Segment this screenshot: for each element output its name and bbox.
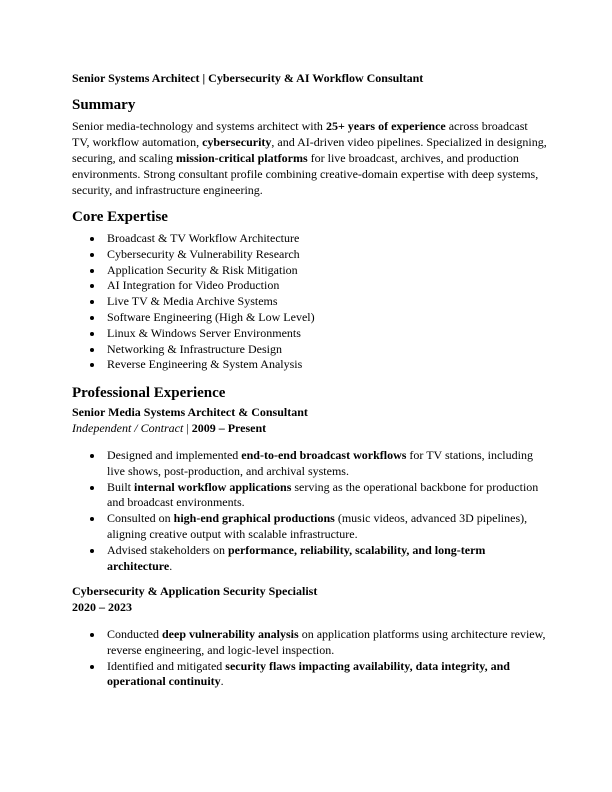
text-segment: for TV stations, including live shows, post-production, and archival systems. xyxy=(107,448,533,478)
expertise-item: Application Security & Risk Mitigation xyxy=(72,263,547,279)
summary-paragraph xyxy=(72,119,547,199)
text-segment: on application platforms using architecture review, reverse engineering, and logic-level inspection. xyxy=(107,627,546,657)
job-title: Senior Media Systems Architect & Consultant xyxy=(72,405,308,419)
text-segment: Conducted xyxy=(107,627,162,641)
job-dates: 2009 – Present xyxy=(191,421,267,435)
text-segment: across broadcast TV, workflow automation, xyxy=(72,119,528,149)
expertise-item: Broadcast & TV Workflow Architecture xyxy=(72,231,547,247)
text-segment: Advised stakeholders on xyxy=(107,542,228,557)
job-bullet xyxy=(72,543,547,575)
expertise-item: Reverse Engineering & System Analysis xyxy=(72,357,547,373)
expertise-item: Live TV & Media Archive Systems xyxy=(72,294,547,310)
text-segment: Consulted on xyxy=(107,511,174,526)
bold-text: security flaws impacting availability, data integrity, and operational continuity xyxy=(107,658,510,689)
bold-text: 25+ years of experience xyxy=(325,119,446,133)
bold-text: mission-critical platforms xyxy=(175,150,308,165)
expertise-item: Networking & Infrastructure Design xyxy=(72,342,547,358)
text-segment: Senior media-technology and systems architect with xyxy=(72,119,326,133)
bold-text: high-end graphical productions xyxy=(173,511,335,526)
bold-text: deep vulnerability analysis xyxy=(162,627,299,641)
job-meta xyxy=(72,421,547,437)
job-bullet xyxy=(72,511,547,543)
bold-text: internal workflow applications xyxy=(134,479,292,494)
job-bullet xyxy=(72,659,547,691)
text-segment: . xyxy=(220,674,224,689)
job-bullet xyxy=(72,448,547,480)
text-segment: (music videos, advanced 3D pipelines), aligning creative output with scalable infrastructure. xyxy=(107,511,528,541)
expertise-item: AI Integration for Video Production xyxy=(72,278,547,294)
text-segment: serving as the operational backbone for production and broadcast environments. xyxy=(107,479,539,510)
summary-heading: Summary xyxy=(72,97,136,113)
job-bullets xyxy=(72,627,547,690)
bold-text: cybersecurity xyxy=(202,134,272,149)
expertise-item: Software Engineering (High & Low Level) xyxy=(72,310,547,326)
experience-heading: Professional Experience xyxy=(72,385,226,401)
job-bullet xyxy=(72,627,547,659)
expertise-item: Cybersecurity & Vulnerability Research xyxy=(72,247,547,263)
expertise-list xyxy=(72,231,547,373)
job-bullets xyxy=(72,448,547,574)
job-org: Independent / Contract xyxy=(72,421,184,435)
text-segment: for live broadcast, archives, and production environments. Strong consultant profile combining creative-domain expertise with deep systems, security, and infrastructure engineering. xyxy=(72,150,539,197)
bold-text: performance, reliability, scalability, and long-term architecture xyxy=(107,542,486,573)
text-segment: Identified and mitigated xyxy=(107,658,226,673)
bold-text: end-to-end broadcast workflows xyxy=(241,448,407,462)
job-title: Cybersecurity & Application Security Specialist xyxy=(72,584,318,598)
text-segment: . xyxy=(169,558,173,573)
job-separator: | xyxy=(183,421,192,435)
core-expertise-heading: Core Expertise xyxy=(72,209,168,225)
expertise-item: Linux & Windows Server Environments xyxy=(72,326,547,342)
text-segment: Built xyxy=(107,479,135,494)
text-segment: , and AI-driven video pipelines. Specialized in designing, securing, and scaling xyxy=(72,134,547,165)
text-segment: Designed and implemented xyxy=(107,448,242,462)
job-bullet xyxy=(72,480,547,512)
document-title: Senior Systems Architect | Cybersecurity & AI Workflow Consultant xyxy=(72,71,424,85)
job-dates: 2020 – 2023 xyxy=(72,600,132,614)
